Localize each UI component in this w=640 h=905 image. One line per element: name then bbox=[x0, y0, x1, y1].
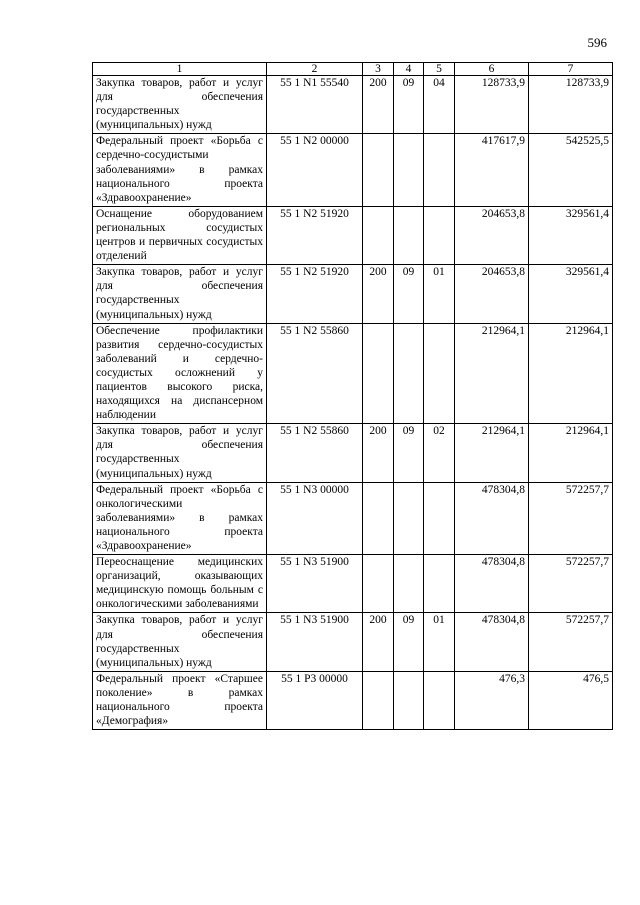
row-code-cell: 55 1 P3 00000 bbox=[267, 671, 363, 729]
row-section-cell: 09 bbox=[394, 613, 424, 671]
table-row bbox=[93, 206, 613, 264]
row-subsection-cell bbox=[424, 671, 455, 729]
row-name-cell: Федеральный проект «Борьба с сердечно-сосудистыми заболеваниями» в рамках национального проекта «Здравоохранение» bbox=[93, 134, 267, 206]
row-name-cell: Обеспечение профилактики развития сердечно-сосудистых заболеваний и сердечно-сосудистых осложнений у пациентов высокого риска, находящихся на диспансерном наблюдении bbox=[93, 323, 267, 424]
table-row bbox=[93, 134, 613, 206]
row-code-cell: 55 1 N2 55860 bbox=[267, 424, 363, 482]
row-name-cell: Федеральный проект «Старшее поколение» в рамках национального проекта «Демография» bbox=[93, 671, 267, 729]
table-row bbox=[93, 323, 613, 424]
row-amount-2-cell: 329561,4 bbox=[529, 265, 613, 323]
row-section-cell bbox=[394, 482, 424, 554]
row-amount-1-cell: 478304,8 bbox=[455, 555, 529, 613]
row-name-cell: Закупка товаров, работ и услуг для обеспечения государственных (муниципальных) нужд bbox=[93, 76, 267, 134]
column-header: 2 bbox=[267, 63, 363, 76]
table-row bbox=[93, 671, 613, 729]
row-name-cell: Переоснащение медицинских организаций, оказывающих медицинскую помощь больным с онкологическими заболеваниями bbox=[93, 555, 267, 613]
row-expense-type-cell bbox=[363, 323, 394, 424]
row-amount-1-cell: 212964,1 bbox=[455, 323, 529, 424]
row-code-cell: 55 1 N2 00000 bbox=[267, 134, 363, 206]
row-section-cell bbox=[394, 555, 424, 613]
row-expense-type-cell bbox=[363, 134, 394, 206]
row-name-cell: Закупка товаров, работ и услуг для обеспечения государственных (муниципальных) нужд bbox=[93, 613, 267, 671]
row-section-cell bbox=[394, 671, 424, 729]
row-amount-2-cell: 128733,9 bbox=[529, 76, 613, 134]
row-section-cell: 09 bbox=[394, 265, 424, 323]
row-subsection-cell: 01 bbox=[424, 613, 455, 671]
row-expense-type-cell bbox=[363, 206, 394, 264]
row-amount-2-cell: 572257,7 bbox=[529, 482, 613, 554]
row-code-cell: 55 1 N2 51920 bbox=[267, 206, 363, 264]
row-section-cell: 09 bbox=[394, 76, 424, 134]
row-amount-1-cell: 204653,8 bbox=[455, 265, 529, 323]
row-subsection-cell bbox=[424, 134, 455, 206]
budget-table bbox=[92, 62, 613, 730]
row-code-cell: 55 1 N3 51900 bbox=[267, 555, 363, 613]
row-subsection-cell: 02 bbox=[424, 424, 455, 482]
column-header: 5 bbox=[424, 63, 455, 76]
row-expense-type-cell: 200 bbox=[363, 265, 394, 323]
column-header: 6 bbox=[455, 63, 529, 76]
table-body bbox=[93, 76, 613, 730]
row-section-cell: 09 bbox=[394, 424, 424, 482]
row-code-cell: 55 1 N3 00000 bbox=[267, 482, 363, 554]
table-row bbox=[93, 265, 613, 323]
row-amount-2-cell: 212964,1 bbox=[529, 323, 613, 424]
table-row bbox=[93, 555, 613, 613]
row-amount-1-cell: 204653,8 bbox=[455, 206, 529, 264]
row-subsection-cell bbox=[424, 555, 455, 613]
row-section-cell bbox=[394, 323, 424, 424]
row-amount-2-cell: 476,5 bbox=[529, 671, 613, 729]
table-row bbox=[93, 482, 613, 554]
row-amount-2-cell: 572257,7 bbox=[529, 613, 613, 671]
table-row bbox=[93, 424, 613, 482]
row-section-cell bbox=[394, 206, 424, 264]
row-subsection-cell bbox=[424, 482, 455, 554]
row-code-cell: 55 1 N3 51900 bbox=[267, 613, 363, 671]
row-amount-1-cell: 478304,8 bbox=[455, 482, 529, 554]
row-amount-2-cell: 212964,1 bbox=[529, 424, 613, 482]
table-row bbox=[93, 613, 613, 671]
row-code-cell: 55 1 N2 51920 bbox=[267, 265, 363, 323]
row-amount-1-cell: 212964,1 bbox=[455, 424, 529, 482]
row-expense-type-cell: 200 bbox=[363, 613, 394, 671]
column-header: 1 bbox=[93, 63, 267, 76]
row-expense-type-cell: 200 bbox=[363, 424, 394, 482]
column-header: 3 bbox=[363, 63, 394, 76]
row-expense-type-cell bbox=[363, 671, 394, 729]
row-name-cell: Закупка товаров, работ и услуг для обеспечения государственных (муниципальных) нужд bbox=[93, 265, 267, 323]
row-amount-2-cell: 542525,5 bbox=[529, 134, 613, 206]
row-expense-type-cell bbox=[363, 555, 394, 613]
row-subsection-cell bbox=[424, 206, 455, 264]
page-number: 596 bbox=[587, 35, 607, 50]
row-amount-1-cell: 417617,9 bbox=[455, 134, 529, 206]
row-name-cell: Федеральный проект «Борьба с онкологическими заболеваниями» в рамках национального проекта «Здравоохранение» bbox=[93, 482, 267, 554]
row-amount-2-cell: 329561,4 bbox=[529, 206, 613, 264]
row-amount-1-cell: 478304,8 bbox=[455, 613, 529, 671]
table-header-row bbox=[93, 63, 613, 76]
row-subsection-cell bbox=[424, 323, 455, 424]
row-amount-1-cell: 476,3 bbox=[455, 671, 529, 729]
row-name-cell: Оснащение оборудованием региональных сосудистых центров и первичных сосудистых отделений bbox=[93, 206, 267, 264]
row-expense-type-cell bbox=[363, 482, 394, 554]
row-amount-2-cell: 572257,7 bbox=[529, 555, 613, 613]
row-subsection-cell: 01 bbox=[424, 265, 455, 323]
row-amount-1-cell: 128733,9 bbox=[455, 76, 529, 134]
row-expense-type-cell: 200 bbox=[363, 76, 394, 134]
column-header: 4 bbox=[394, 63, 424, 76]
row-code-cell: 55 1 N2 55860 bbox=[267, 323, 363, 424]
table-row bbox=[93, 76, 613, 134]
row-subsection-cell: 04 bbox=[424, 76, 455, 134]
row-section-cell bbox=[394, 134, 424, 206]
row-name-cell: Закупка товаров, работ и услуг для обеспечения государственных (муниципальных) нужд bbox=[93, 424, 267, 482]
row-code-cell: 55 1 N1 55540 bbox=[267, 76, 363, 134]
column-header: 7 bbox=[529, 63, 613, 76]
